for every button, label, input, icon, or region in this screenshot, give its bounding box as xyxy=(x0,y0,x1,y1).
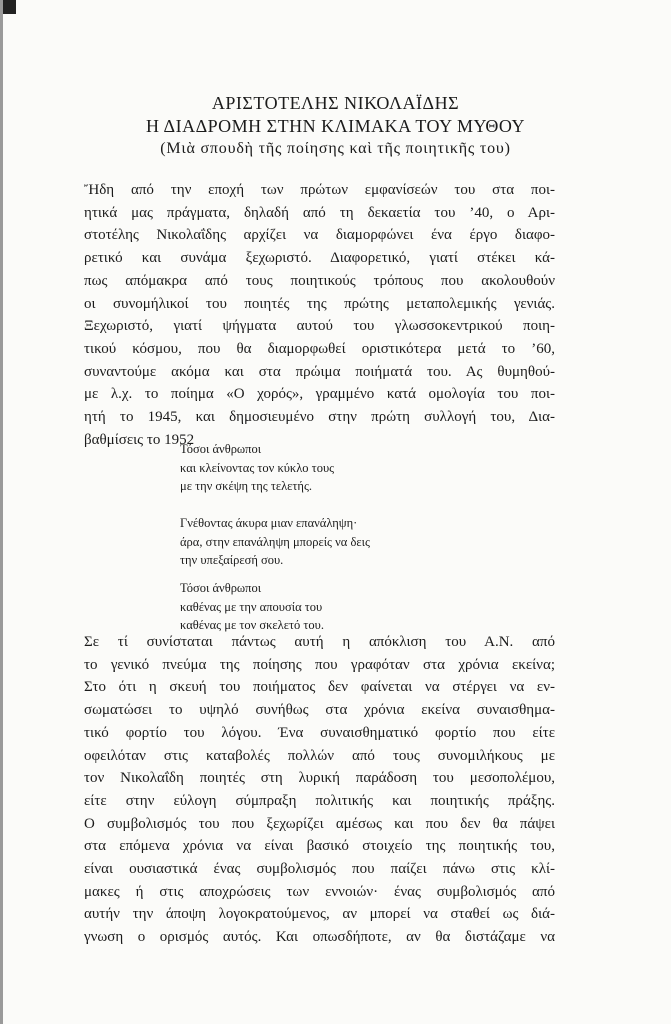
essay-title: Η ΔΙΑΔΡΟΜΗ ΣΤΗΝ ΚΛΙΜΑΚΑ ΤΟΥ ΜΥΘΟΥ xyxy=(146,116,525,136)
paragraph-line: οφειλόταν στις καταβολές πολλών από τους συνομιλήκους με xyxy=(84,747,555,764)
poem-stanza-2 xyxy=(180,514,370,570)
paragraph-line: μακες ή στις αποχρώσεις των εννοιών· ένας συμβολισμός από xyxy=(84,883,555,900)
poem-line: και κλείνοντας τον κύκλο τους xyxy=(180,460,335,475)
poem-line: Τόσοι άνθρωποι xyxy=(180,442,262,456)
paragraph-line: ρετικό και συνάμα ξεχωριστό. Διαφορετικό, γιατί στέκει κά- xyxy=(84,250,555,267)
paragraph-line: τικό φορτίο του λόγου. Ένα συναισθηματικό φορτίο που είτε xyxy=(84,724,555,741)
poem-line: καθένας με την απουσία του xyxy=(180,599,323,614)
paragraph-line: αυτήν την άποψη λογοκρατούμενος, αν μπορεί να σταθεί ως διά- xyxy=(84,906,555,923)
poem-stanza-1 xyxy=(180,440,334,496)
essay-subtitle: (Μιὰ σπουδὴ τῆς ποίησης καὶ τῆς ποιητικῆς του) xyxy=(160,140,511,157)
paragraph-line: οι συνομήλικοί του ποιητές της πρώτης μεταπολεμικής γενιάς. xyxy=(84,295,555,312)
paragraph-line: συναντούμε ακόμα και στα πρώιμα ποιήματά του. Ας θυμηθού- xyxy=(84,363,555,380)
paragraph-line: τικού κόσμου, που θα διαμορφωθεί οριστικότερα μετά το ’60, xyxy=(84,340,555,357)
second-paragraph xyxy=(84,631,555,949)
poem-line: Τόσοι άνθρωποι xyxy=(180,581,262,595)
paragraph-line: με λ.χ. το ποίημα «Ο χορός», γραμμένο κατά ομολογία του ποι- xyxy=(84,386,555,403)
paragraph-line: το γενικό πνεύμα της ποίησης που γραφόταν στα χρόνια εκείνα; xyxy=(84,656,555,673)
paragraph-line: στοτέλης Νικολαΐδης αρχίζει να διαμορφώνει ένα έργο διαφο- xyxy=(84,227,555,244)
paragraph-line: στα επόμενα χρόνια να είναι βασικό στοιχείο της ποιητικής του, xyxy=(84,838,555,855)
paragraph-line: είτε στην εύλογη σύμπραξη πολιτικής και ποιητικής πράξης. xyxy=(84,792,555,809)
paragraph-line: ητικά μας πράγματα, δηλαδή από τη δεκαετία του ’40, ο Αρι- xyxy=(84,204,555,221)
opening-paragraph xyxy=(84,179,555,451)
poem-line: καθένας με τον σκελετό του. xyxy=(180,618,324,633)
paragraph-line: Ξεχωριστό, γιατί ψήγματα αυτού του γλωσσοκεντρικού ποιη- xyxy=(84,318,555,335)
poem-line: Γνέθοντας άκυρα μιαν επανάληψη· xyxy=(180,516,358,530)
paragraph-line: είναι ουσιαστικά ένας συμβολισμός που παίζει πάνω στις κλί- xyxy=(84,861,555,878)
paragraph-line: Ἤδη από την εποχή των πρώτων εμφανίσεών του στα ποι- xyxy=(84,182,555,198)
paragraph-line: πως απόμακρα από τους ποιητικούς τρόπους που ακολουθούν xyxy=(84,272,555,289)
poem-line: την υπεξαίρεσή σου. xyxy=(180,553,284,568)
paragraph-line: Ο συμβολισμός του που ξεχωρίζει αμέσως και που δεν θα πάψει xyxy=(84,815,555,832)
paragraph-line: τον Νικολαΐδη ποιητές στη λυρική παράδοση του μεσοπολέμου, xyxy=(84,770,555,787)
poem-line: με την σκέψη της τελετής. xyxy=(180,479,313,494)
author-heading: ΑΡΙΣΤΟΤΕΛΗΣ ΝΙΚΟΛΑΪΔΗΣ xyxy=(211,93,460,113)
poem-stanza-3 xyxy=(180,579,324,635)
paragraph-line: σωματώσει το υψηλό συνήθως στα χρόνια εκείνα συναισθημα- xyxy=(84,702,555,719)
paragraph-line: Σε τί συνίσταται πάντως αυτή η απόκλιση του Α.Ν. από xyxy=(84,634,555,650)
paragraph-line: ητή το 1945, και δημοσιευμένο στην πρώτη συλλογή του, Δια- xyxy=(84,409,555,426)
poem-line: άρα, στην επανάληψη μπορείς να δεις xyxy=(180,534,370,549)
paragraph-line: Στο ότι η σκευή του ποιήματος δεν φαίνεται να στέργει να εν- xyxy=(84,679,555,696)
paragraph-line: βαθμίσεις το 1952 xyxy=(84,431,195,448)
paragraph-line: γνωση ο ορισμός αυτός. Και οπωσδήποτε, αν θα διστάζαμε να xyxy=(84,929,555,946)
